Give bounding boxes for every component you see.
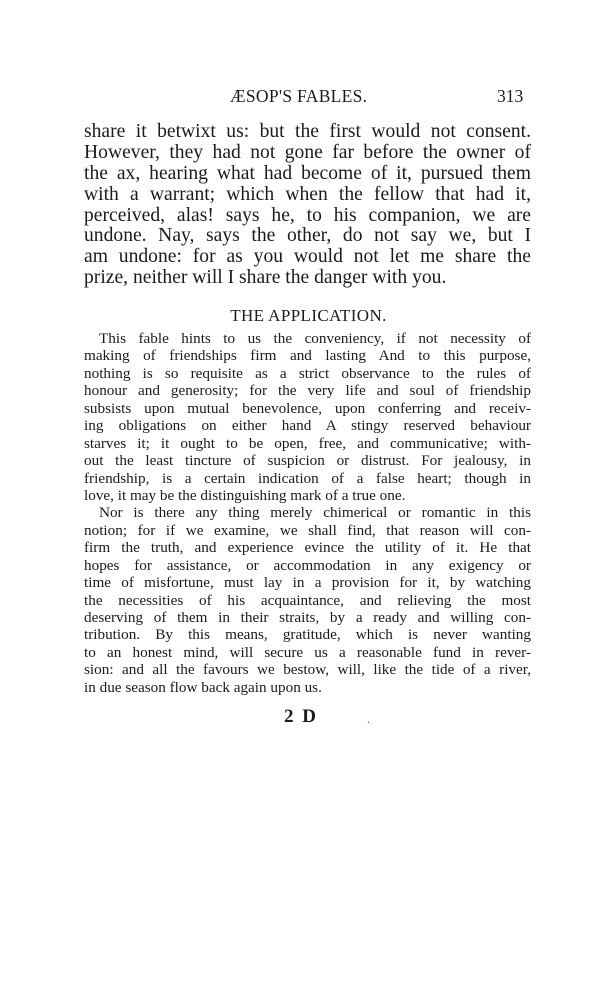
fable-line: with a warrant; which when the fellow that had it,	[84, 183, 531, 205]
application-line: out the least tincture of suspicion or distrust. For jealousy, in	[84, 452, 531, 470]
stray-mark: .	[367, 712, 370, 726]
fable-line: share it betwixt us: but the first would not consent.	[84, 121, 531, 142]
application-line: to an honest mind, will secure us a reasonable fund in rever-	[84, 643, 531, 661]
fable-line: prize, neither will I share the danger with you.	[84, 267, 447, 289]
application-text	[84, 330, 531, 696]
application-line: hopes for assistance, or accommodation in any exigency or	[84, 556, 531, 574]
application-line: firm the truth, and experience evince the utility of it. He that	[84, 539, 531, 557]
application-line: love, it may be the distinguishing mark of a true one.	[84, 486, 406, 504]
fable-line: However, they had not gone far before the owner of	[84, 141, 531, 163]
running-head	[0, 86, 597, 112]
application-line: notion; for if we examine, we shall find, that reason will con-	[84, 521, 531, 539]
application-line: nothing is so requisite as a strict observance to the rules of	[84, 364, 531, 382]
application-line: deserving of them in their straits, by a ready and willing con-	[84, 609, 531, 626]
application-line: This fable hints to us the conveniency, if not necessity of	[99, 330, 531, 347]
fable-text	[84, 122, 531, 289]
application-line: subsists upon mutual benevolence, upon conferring and receiv-	[84, 399, 531, 417]
application-line: friendship, is a certain indication of a false heart; though in	[84, 469, 531, 487]
application-line: in due season flow back again upon us.	[84, 678, 322, 696]
application-line: ing obligations on either hand A stingy reserved behaviour	[84, 417, 531, 435]
page-number: 313	[497, 86, 524, 106]
application-line: starves it; it ought to be open, free, and communicative; with-	[84, 434, 531, 452]
application-line: time of misfortune, must lay in a provision for it, by watching	[84, 574, 531, 592]
application-heading: THE APPLICATION.	[230, 306, 387, 325]
fable-line: undone. Nay, says the other, do not say we, but I	[84, 225, 531, 247]
application-line: making of friendships firm and lasting And to this purpose,	[84, 347, 531, 365]
application-line: sion: and all the favours we bestow, will, like the tide of a river,	[84, 661, 531, 679]
application-line: Nor is there any thing merely chimerical or romantic in this	[99, 504, 531, 522]
fable-line: am undone: for as you would not let me share the	[84, 246, 531, 268]
fable-line: the ax, hearing what had become of it, pursued them	[84, 162, 531, 184]
application-line: honour and generosity; for the very life and soul of friendship	[84, 382, 531, 400]
application-line: the necessities of his acquaintance, and relieving the most	[84, 591, 531, 609]
running-title: ÆSOP'S FABLES.	[230, 86, 368, 106]
signature-mark: 2 D	[284, 706, 318, 727]
application-line: tribution. By this means, gratitude, which is never wanting	[84, 626, 531, 644]
fable-line: perceived, alas! says he, to his companion, we are	[84, 204, 531, 226]
